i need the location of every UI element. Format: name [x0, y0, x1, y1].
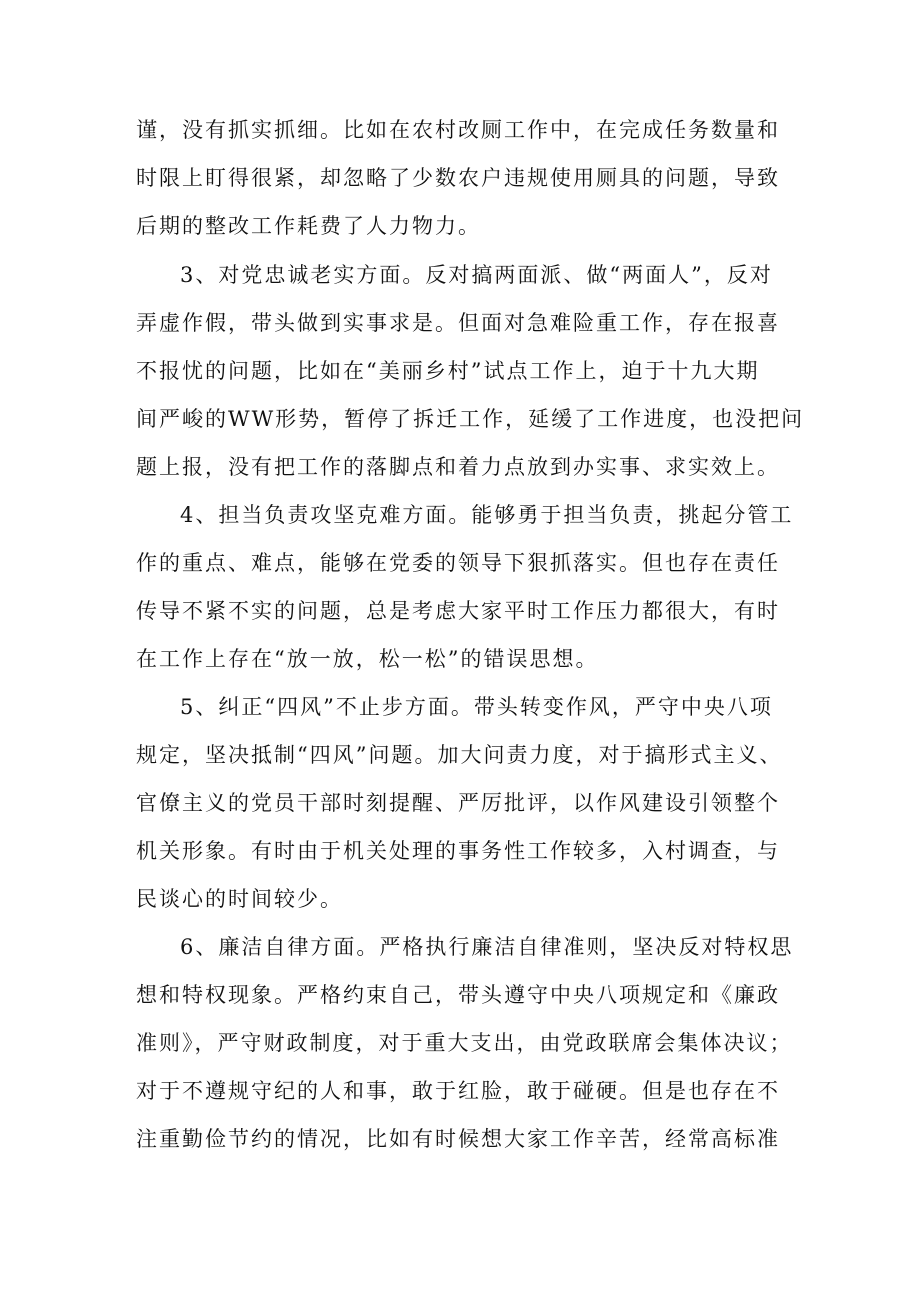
text-line: 后期的整改工作耗费了人力物力。 [136, 214, 481, 238]
text-line: 间严峻的WW形势，暂停了拆迁工作，延缓了工作进度，也没把问 [136, 407, 805, 431]
text-line: 对于不遵规守纪的人和事，敢于红脸，敢于碰硬。但是也存在不 [136, 1079, 780, 1103]
text-line: 在工作上存在“放一放，松一松”的错误思想。 [136, 647, 599, 671]
text-line: 弄虚作假，带头做到实事求是。但面对急难险重工作，存在报喜 [136, 311, 780, 335]
text-line: 民谈心的时间较少。 [136, 887, 343, 911]
paragraph-6-first-line: 6、廉洁自律方面。严格执行廉洁自律准则，坚决反对特权思 [180, 935, 794, 959]
paragraph-5-first-line: 5、纠正“四风”不止步方面。带头转变作风，严守中央八项 [180, 695, 773, 719]
text-line: 想和特权现象。严格约束自己，带头遵守中央八项规定和《廉政 [136, 983, 780, 1007]
paragraph-3-first-line: 3、对党忠诚老实方面。反对搞两面派、做“两面人”，反对 [180, 263, 773, 287]
text-line: 作的重点、难点，能够在党委的领导下狠抓落实。但也存在责任 [136, 551, 780, 575]
text-line: 机关形象。有时由于机关处理的事务性工作较多，入村调查，与 [136, 839, 780, 863]
text-line: 题上报，没有把工作的落脚点和着力点放到办实事、求实效上。 [136, 455, 780, 479]
text-line: 谨，没有抓实抓细。比如在农村改厕工作中，在完成任务数量和 [136, 118, 780, 142]
paragraph-4-first-line: 4、担当负责攻坚克难方面。能够勇于担当负责，挑起分管工 [180, 503, 794, 527]
text-line: 不报忧的问题，比如在“美丽乡村”试点工作上，迫于十九大期 [136, 359, 760, 383]
text-line: 规定，坚决抵制“四风”问题。加大问责力度，对于搞形式主义、 [136, 743, 783, 767]
text-line: 时限上盯得很紧，却忽略了少数农户违规使用厕具的问题，导致 [136, 166, 780, 190]
text-line: 准则》，严守财政制度，对于重大支出，由党政联席会集体决议； [136, 1031, 793, 1055]
text-line: 注重勤俭节约的情况，比如有时候想大家工作辛苦，经常高标准 [136, 1127, 780, 1151]
text-line: 官僚主义的党员干部时刻提醒、严厉批评，以作风建设引领整个 [136, 791, 780, 815]
text-line: 传导不紧不实的问题，总是考虑大家平时工作压力都很大，有时 [136, 599, 780, 623]
